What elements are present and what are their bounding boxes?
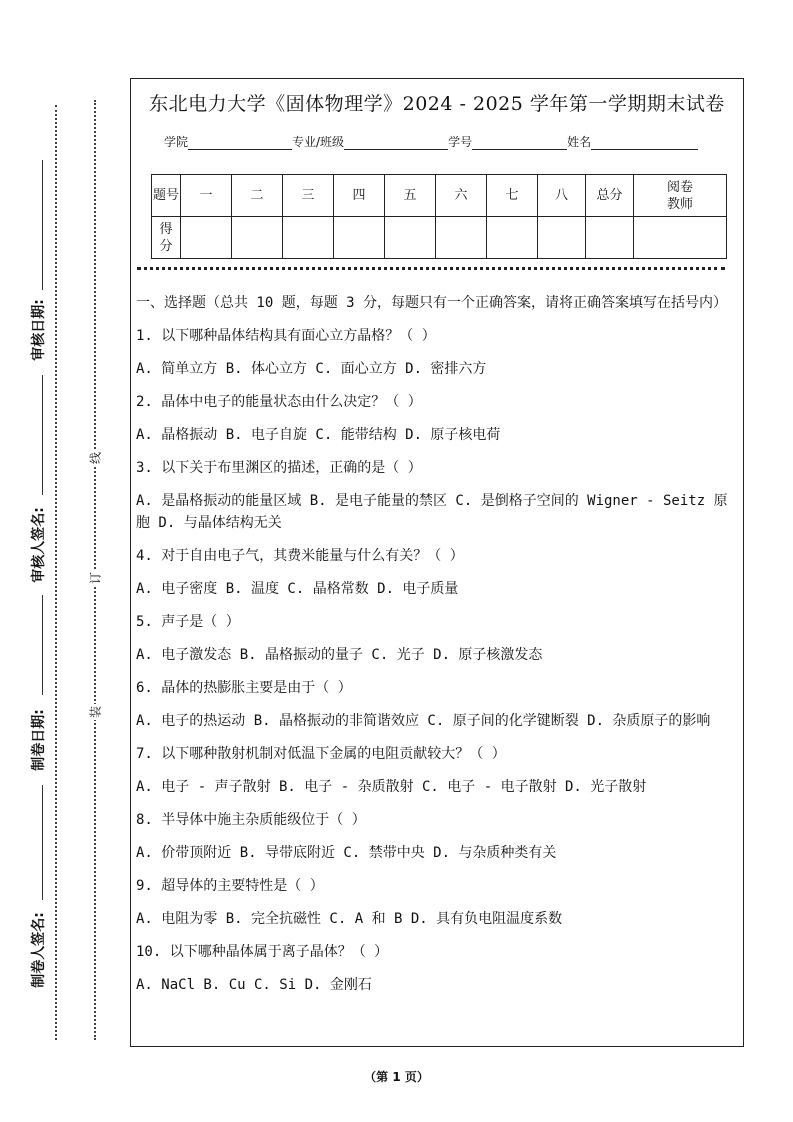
question-options: A. 电阻为零 B. 完全抗磁性 C. A 和 B D. 具有负电阻温度系数 bbox=[136, 911, 563, 927]
question-options: A. 晶格振动 B. 电子自旋 C. 能带结构 D. 原子核电荷 bbox=[136, 427, 501, 443]
question-options: A. 电子 - 声子散射 B. 电子 - 杂质散射 C. 电子 - 电子散射 D. 光子散射 bbox=[136, 779, 647, 795]
score-table-score-row bbox=[152, 217, 727, 259]
question-text: 2. 晶体中电子的能量状态由什么决定？（ ） bbox=[136, 394, 422, 410]
student-info-row bbox=[164, 133, 698, 150]
score-cell-input[interactable] bbox=[487, 217, 538, 259]
question-text: 5. 声子是（ ） bbox=[136, 614, 240, 630]
page-number: （第 1 页） bbox=[364, 1070, 429, 1084]
score-cell-input[interactable] bbox=[538, 217, 586, 259]
question-text: 1. 以下哪种晶体结构具有面心立方晶格？（ ） bbox=[136, 328, 436, 344]
bind-char-ding: 订 bbox=[88, 571, 103, 585]
bind-char-xian: 线 bbox=[88, 451, 103, 465]
question-options: A. 价带顶附近 B. 导带底附近 C. 禁带中央 D. 与杂质种类有关 bbox=[136, 845, 557, 861]
score-table-header-row bbox=[152, 175, 727, 217]
name-field[interactable] bbox=[591, 137, 698, 150]
section-heading: 一、选择题（总共 10 题，每题 3 分，每题只有一个正确答案，请将正确答案填写在括号内） bbox=[136, 295, 727, 311]
bind-char-zhuang: 装 bbox=[88, 705, 103, 719]
question-text: 4. 对于自由电子气，其费米能量与什么有关？（ ） bbox=[136, 548, 464, 564]
question-options: A. 电子密度 B. 温度 C. 晶格常数 D. 电子质量 bbox=[136, 581, 459, 597]
score-cell-header: 三 bbox=[283, 175, 334, 217]
section-divider bbox=[137, 267, 725, 270]
score-cell-header: 五 bbox=[385, 175, 436, 217]
question-text: 6. 晶体的热膨胀主要是由于（ ） bbox=[136, 680, 352, 696]
score-cell-header: 七 bbox=[487, 175, 538, 217]
score-cell-header: 四 bbox=[334, 175, 385, 217]
question-text: 3. 以下关于布里渊区的描述，正确的是（ ） bbox=[136, 460, 422, 476]
major-class-label: 专业/班级 bbox=[292, 135, 345, 149]
college-field[interactable] bbox=[188, 137, 292, 150]
question-options: A. 电子的热运动 B. 晶格振动的非简谐效应 C. 原子间的化学键断裂 D. 杂质原子的影响 bbox=[136, 713, 711, 729]
name-label: 姓名 bbox=[567, 135, 592, 149]
score-cell-header: 阅卷教师 bbox=[634, 175, 727, 217]
score-cell-header: 二 bbox=[232, 175, 283, 217]
signature-line-3 bbox=[42, 595, 43, 695]
student-id-label: 学号 bbox=[448, 135, 473, 149]
score-cell-label: 题号 bbox=[152, 175, 181, 217]
signature-line-4 bbox=[42, 785, 43, 900]
student-id-field[interactable] bbox=[472, 137, 567, 150]
exam-title: 东北电力大学《固体物理学》2024 - 2025 学年第一学期期末试卷 bbox=[149, 93, 725, 115]
score-cell-input[interactable] bbox=[283, 217, 334, 259]
score-cell-input[interactable] bbox=[634, 217, 727, 259]
question-text: 8. 半导体中施主杂质能级位于（ ） bbox=[136, 812, 366, 828]
score-cell-header: 总分 bbox=[586, 175, 634, 217]
score-cell-header: 一 bbox=[181, 175, 232, 217]
exam-frame bbox=[130, 78, 744, 1047]
margin-dotted-line-inner bbox=[55, 105, 57, 1040]
score-cell-input[interactable] bbox=[232, 217, 283, 259]
question-options: A. NaCl B. Cu C. Si D. 金刚石 bbox=[136, 977, 372, 993]
score-cell-input[interactable] bbox=[436, 217, 487, 259]
score-cell-label: 得分 bbox=[152, 217, 181, 259]
major-class-field[interactable] bbox=[344, 137, 448, 150]
question-section bbox=[136, 292, 739, 1007]
question-text: 10. 以下哪种晶体属于离子晶体？（ ） bbox=[136, 944, 389, 960]
question-options: A. 简单立方 B. 体心立方 C. 面心立方 D. 密排六方 bbox=[136, 361, 487, 377]
question-options: A. 电子激发态 B. 晶格振动的量子 C. 光子 D. 原子核激发态 bbox=[136, 647, 543, 663]
signature-line-1 bbox=[42, 160, 43, 290]
question-options: A. 是晶格振动的能量区域 B. 是电子能量的禁区 C. 是倒格子空间的 Wigner - Seitz 原胞 D. 与晶体结构无关 bbox=[136, 493, 728, 531]
score-cell-input[interactable] bbox=[181, 217, 232, 259]
score-table bbox=[151, 174, 727, 259]
college-label: 学院 bbox=[164, 135, 189, 149]
question-text: 7. 以下哪种散射机制对低温下金属的电阻贡献较大？（ ） bbox=[136, 746, 506, 762]
score-cell-input[interactable] bbox=[334, 217, 385, 259]
score-cell-header: 六 bbox=[436, 175, 487, 217]
signature-line-2 bbox=[42, 375, 43, 495]
score-cell-input[interactable] bbox=[586, 217, 634, 259]
score-cell-input[interactable] bbox=[385, 217, 436, 259]
score-cell-header: 八 bbox=[538, 175, 586, 217]
question-text: 9. 超导体的主要特性是（ ） bbox=[136, 878, 324, 894]
